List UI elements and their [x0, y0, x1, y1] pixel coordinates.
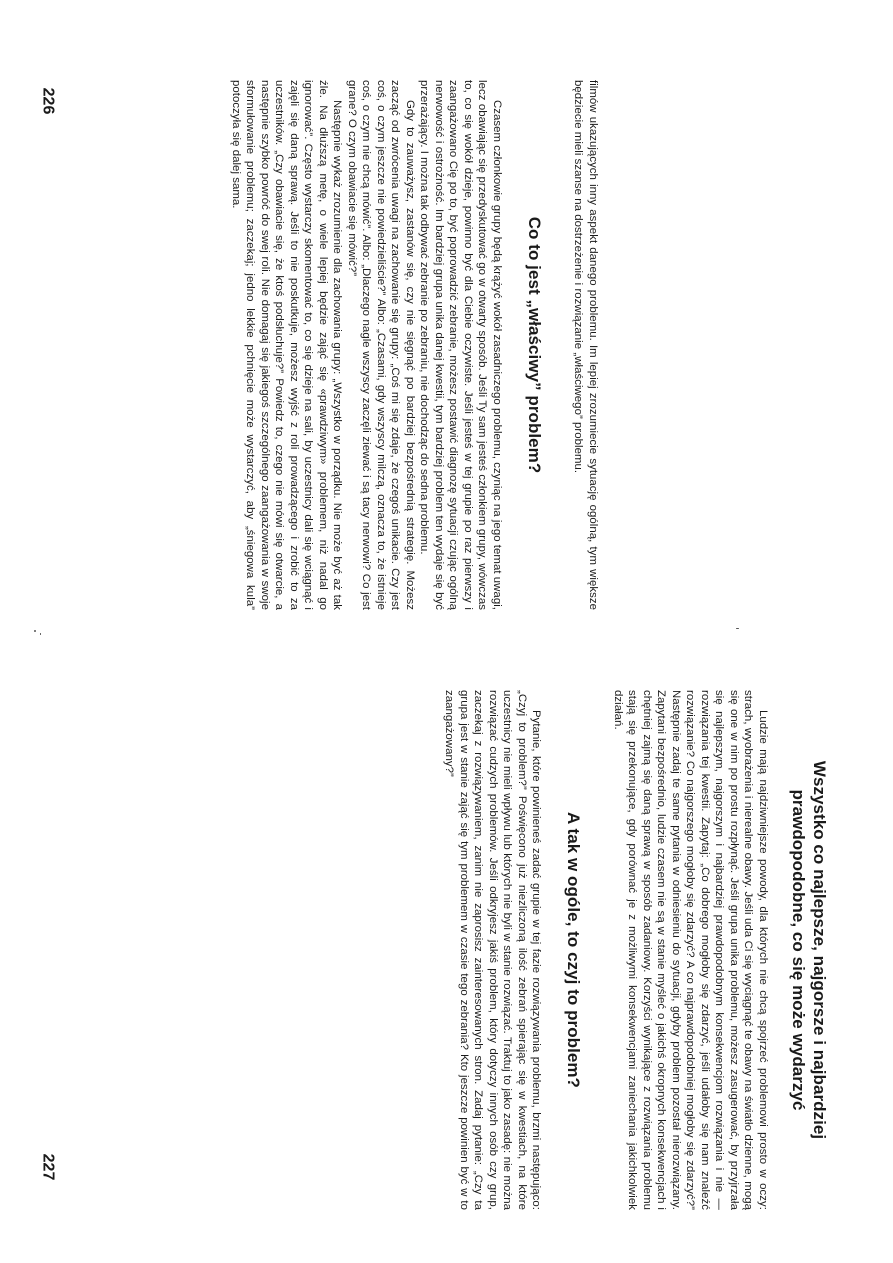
left-page-text-column	[145, 80, 600, 610]
section-heading-czyj-problem: A tak w ogóle, to czyj to problem?	[564, 812, 584, 1088]
page-number-left: 226	[39, 87, 57, 115]
right-page-text-column	[175, 690, 830, 1210]
scan-speck	[736, 628, 739, 629]
body-paragraph: Pytanie, które powinieneś zadać grupie w tej fazie rozwiązywania problemu, brzmi następująco: „Czyj to problem?” Poświęcono już niezliczoną ilość zebrań spierając się w kwestiach, na które uczestnicy nie mieli wpływu lub których nie byli w stanie rozwiązać. Traktuj to jako zasadę: nie można rozwiązać cudzych problemów. Jeśli odkryjesz jakiś problem, który dotyczy innych osób czy grup, zaczekaj z rozwiązywaniem, zanim nie zaprosisz zainteresowanych stron. Zadaj pytanie: „Czy ta grupa jest w stanie zająć się tym problemem w czasie tego zebrania? Kto jeszcze powinien być w to zaangażowany?”	[443, 690, 543, 1210]
right-page	[175, 690, 830, 1210]
intro-paragraph: filmów ukazujących inny aspekt danego problemu. Im lepiej zrozumiecie sytuację ogólną, tym większe będziecie mieli szanse na dostrzeżenie i rozwiązanie „właściwego” problemu.	[572, 80, 599, 610]
section-heading-best-worst: Wszystko co najlepsze, najgorsze i najbardziej prawdopodobne, co się może wydarzyć	[789, 760, 829, 1140]
body-paragraph: Czasem członkowie grupy będą krążyć wokół zasadniczego problemu, czyniąc na jego temat uwagi, lecz obawiając się przedyskutować go w otwarty sposób. Jeśli Ty sam jesteś członkiem grupy, wówczas to, co się wokół dzieje, powinno być dla Ciebie oczywiste. Jeśli jesteś w tej grupie po raz pierwszy i zaangażowano Cię po to, być poprowadzić zebranie, możesz postawić diagnozę sytuacji czując ogólną nerwowość i ostrożność. Im bardziej grupa unika danej kwestii, tym bardziej problem ten wydaje się być przerażający. I można tak odbywać zebranie po zebraniu, nie dochodząc do sedna problemu.	[418, 80, 503, 610]
body-paragraph: Następnie wykaż zrozumienie dla zachowania grupy: „Wszystko w porządku. Nie może być aż tak źle. Na dłuższą metę, o wiele lepiej będzie zająć się «prawdziwym» problemem, niż nadal go ignorować”. Często wystarczy skomentować to, co się dzieje na sali, by uczestnicy dali się wciągnąć i zajęli się daną sprawą. Jeśli to nie poskutkuje, możesz wyjść z roli prowadzącego i zrobić to za uczestników. „Czy obawiacie się, że ktoś podsłuchuje?” Powiedz to, czego nie mówi się otwarcie, a następnie szybko powróć do swej roli. Nie domagaj się jakiegoś szczególnego zaangażowania w swoje sformułowanie problemu; zaczekaj; jedno lekkie pchnięcie może wystarczyć, aby „śniegowa kula” potoczyła się dalej sama.	[230, 80, 344, 610]
page-number-right: 227	[39, 1153, 57, 1181]
scan-speck	[34, 630, 36, 632]
body-paragraph: Ludzie mają najdziwniejsze powody, dla których nie chcą spojrzeć problemowi prosto w oczy: strach, wyobrażenia i nierealne obawy. Jeśli uda Ci się wyciągnąć te obawy na światło dzienne, mogą się one w nim po prostu rozpłynąć. Jeśli grupa unika problemu, możesz zasugerować, by przyjrzała się najlepszym, najgorszym i najbardziej prawdopodobnym konsekwencjom rozwiązania i nie — rozwiązania tej kwestii. Zapytaj: „Co dobrego mogłoby się zdarzyć, jeśli udałoby się nam znaleźć rozwiązanie? Co najgorszego mogłoby się zdarzyć? A co najprawdopodobniej mogłoby się zdarzyć?” Następnie zadaj te same pytania w odniesieniu do sytuacji, gdyby problem pozostał nierozwiązany. Zapytani bezpośrednio, ludzie czasem nie są w stanie myśleć o jakichś okropnych konsekwencjach i chętniej zajmą się daną sprawą w sposób zadaniowy. Korzyści wynikające z rozwiązania problemu stają się przekonujące, gdy porównać je z możliwymi konsekwencjami zaniechania jakichkolwiek działań.	[612, 690, 769, 1210]
body-paragraph: Gdy to zauważysz, zastanów się, czy nie sięgnąć po bardziej bezpośrednią strategię. Możesz zacząć od zwrócenia uwagi na zachowanie się grupy: „Coś mi się zdaje, że czegoś unikacie. Czy jest coś, o czym jeszcze nie powiedzieliście?” Albo: „Czasami, gdy wszyscy milczą, oznacza to, że istnieje coś, o czym nie chcą mówić”. Albo: „Dlaczego nagle wszyscy zaczęli ziewać i są tacy nerwowi? Co jest grane? O czym obawiacie się mówić?”	[346, 80, 416, 610]
section-heading-wlasciwy-problem: Co to jest „właściwy” problem?	[525, 216, 544, 474]
left-page	[145, 80, 600, 610]
scan-speck	[40, 633, 41, 635]
